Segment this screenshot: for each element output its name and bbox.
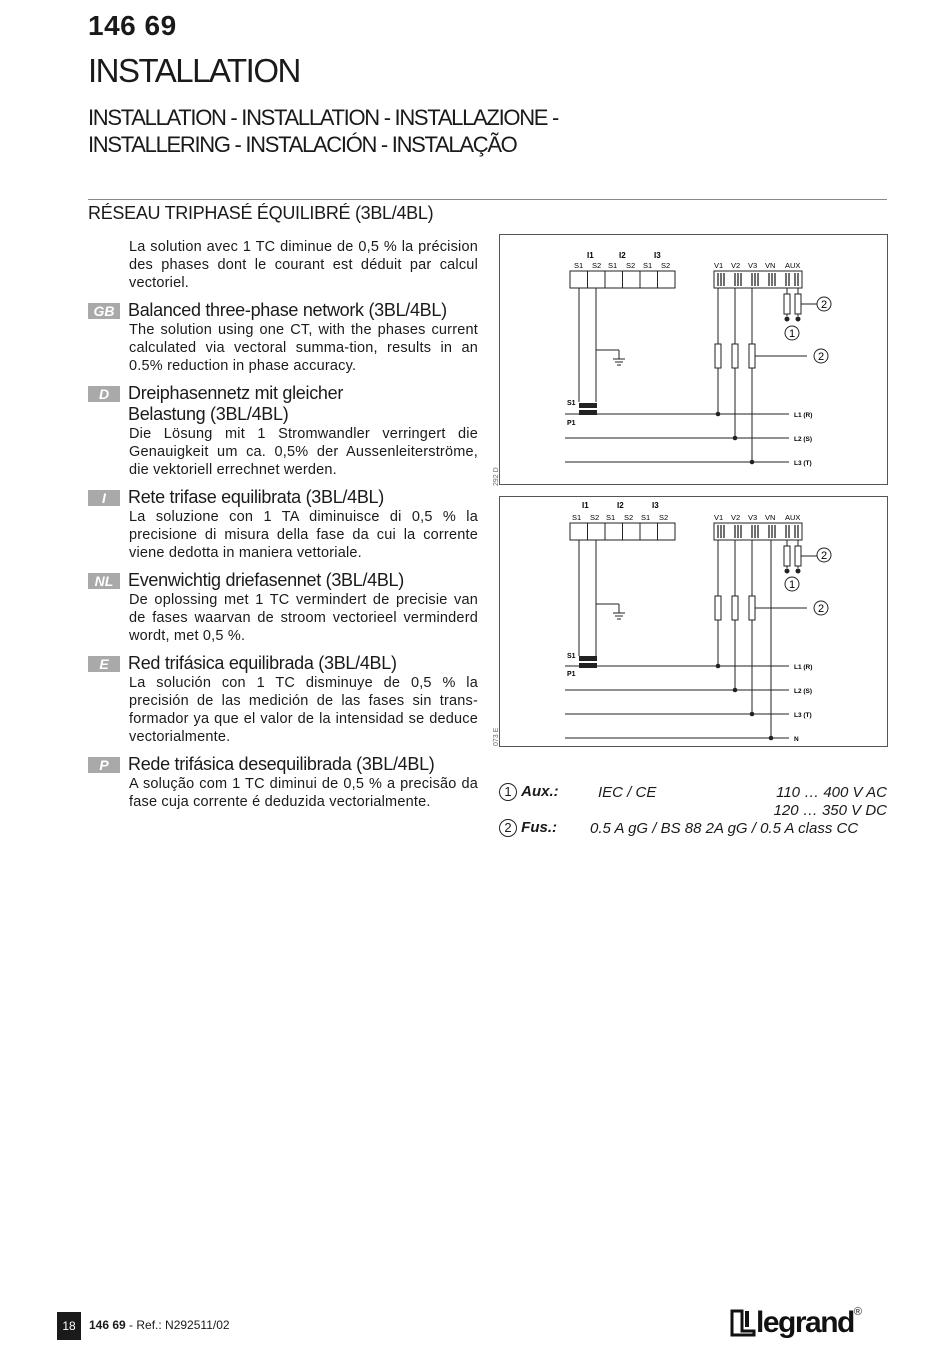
ct-label-s1: S1 (567, 400, 576, 407)
lang-badge: NL (88, 573, 120, 589)
marker-1: 1 (788, 579, 796, 591)
aux-fuse (784, 546, 790, 566)
line-label: N (794, 736, 799, 743)
fuse-value: 0.5 A gG / BS 88 2A gG / 0.5 A class CC (590, 820, 859, 837)
lang-text: A solução com 1 TC diminui de 0,5 % a precisão da fase cuja corrente é deduzida vectorialmente. (129, 776, 478, 810)
lang-text: La solución con 1 TC disminuye de 0,5 % la precisión de las medición de las fases sin trans-formador ya que el valor de la intensidad se deduce vectorialmente. (129, 675, 478, 745)
term-label: S2 (661, 261, 671, 270)
line-label: L1 (R) (794, 412, 813, 419)
lang-heading: Balanced three-phase network (3BL/4BL) (128, 300, 447, 320)
page-title: INSTALLATION (88, 52, 300, 89)
term-label: AUX (785, 261, 801, 270)
term-label: V2 (731, 513, 741, 522)
group-label-i2: I2 (617, 501, 624, 510)
lang-badge: GB (88, 303, 120, 319)
term-label: S1 (641, 513, 651, 522)
marker-2: 2 (820, 299, 828, 311)
fuse-label: Fus.: (521, 819, 558, 836)
group-label-i1: I1 (582, 501, 589, 510)
lang-text: La soluzione con 1 TA diminuisce di 0,5 % la precisione di misura della fase da cui la corrente viene dedotta in maniera vettoriale. (129, 509, 478, 561)
aux-voltage-ac: 110 … 400 V AC (776, 784, 887, 801)
lang-badge: I (88, 490, 120, 506)
term-label: AUX (785, 513, 801, 522)
fuse (749, 596, 755, 620)
term-label: S1 (572, 513, 582, 522)
intro-text: La solution avec 1 TC diminue de 0,5 % la précision des phases dont le courant est déduit par calcul vectoriel. (129, 239, 478, 291)
subtitle-line-2: INSTALLERING - INSTALACIÓN - INSTALAÇÃO (88, 132, 517, 157)
product-code: 146 69 (88, 10, 177, 41)
term-label: VN (765, 261, 776, 270)
aux-label: Aux.: (521, 783, 559, 800)
wiring-diagram-3bl (499, 234, 889, 486)
lang-text: Die Lösung mit 1 Stromwandler verringert die Genauigkeit um ca. 0,5% der Aussenleiterströme, die vektoriell errechnet werden. (129, 426, 478, 478)
lang-heading: Dreiphasennetz mit gleicher Belastung (3BL/4BL) (128, 383, 344, 424)
term-label: S1 (606, 513, 616, 522)
fuse (732, 596, 738, 620)
lang-heading: Rete trifase equilibrata (3BL/4BL) (128, 487, 384, 507)
diagram-code: 073 E (493, 727, 500, 746)
marker-2: 2 (820, 550, 828, 562)
term-label: V2 (731, 261, 741, 270)
group-label-i3: I3 (652, 501, 659, 510)
lang-block-gb (88, 300, 478, 375)
footer-code: 146 69 (89, 1318, 126, 1332)
line-label: L2 (S) (794, 436, 813, 443)
term-label: V3 (748, 261, 758, 270)
marker-2: 2 (499, 819, 517, 837)
term-label: S2 (626, 261, 636, 270)
marker-1: 1 (788, 328, 796, 340)
aux-voltage-dc: 120 … 350 V DC (773, 802, 887, 819)
text-column (88, 238, 478, 819)
line-label: L3 (T) (794, 712, 812, 719)
fuse (749, 344, 755, 368)
lang-block-i (88, 487, 478, 562)
fuse (715, 344, 721, 368)
page-number: 18 (57, 1312, 81, 1340)
current-transformer (579, 403, 597, 408)
line-label: L3 (T) (794, 460, 812, 467)
term-label: V3 (748, 513, 758, 522)
brand-logo (730, 1306, 862, 1340)
line-label: L2 (S) (794, 688, 813, 695)
legrand-mark-icon (730, 1309, 756, 1337)
wiring-diagram-4bl (499, 496, 889, 748)
lang-block-nl (88, 570, 478, 645)
lang-heading: Red trifásica equilibrada (3BL/4BL) (128, 653, 397, 673)
ct-label-s1: S1 (567, 653, 576, 660)
lang-block-p (88, 754, 478, 811)
term-label: V1 (714, 261, 724, 270)
lang-block-e (88, 653, 478, 746)
term-label: S2 (592, 261, 602, 270)
lang-badge: P (88, 757, 120, 773)
aux-standard: IEC / CE (598, 784, 657, 801)
group-label-i3: I3 (654, 251, 661, 260)
lang-badge: D (88, 386, 120, 402)
lang-heading: Rede trifásica desequilibrada (3BL/4BL) (128, 754, 435, 774)
ct-label-p1: P1 (567, 671, 576, 678)
subtitle-line-1: INSTALLATION - INSTALLATION - INSTALLAZIONE - (88, 105, 558, 130)
fuse (732, 344, 738, 368)
intro-block (88, 238, 478, 292)
section-divider (88, 199, 887, 200)
term-label: S2 (624, 513, 634, 522)
aux-fuse (795, 294, 801, 314)
term-label: S2 (590, 513, 600, 522)
lang-text: De oplossing met 1 TC vermindert de precisie van de fases waarvan de stroom vectorieel verminderd wordt, met 0,5 %. (129, 592, 478, 644)
marker-2: 2 (817, 603, 825, 615)
lang-heading: Evenwichtig driefasennet (3BL/4BL) (128, 570, 404, 590)
aux-fuse (795, 546, 801, 566)
registered-mark: ® (853, 1306, 862, 1318)
current-transformer (579, 656, 597, 661)
term-label: S2 (659, 513, 669, 522)
aux-fuse (784, 294, 790, 314)
marker-2: 2 (817, 351, 825, 363)
line-label: L1 (R) (794, 664, 813, 671)
diagram-code: 292 D (493, 467, 500, 486)
footer-ref-text: - Ref.: N292511/02 (125, 1318, 230, 1332)
group-label-i2: I2 (619, 251, 626, 260)
term-label: V1 (714, 513, 724, 522)
lang-block-d (88, 383, 478, 479)
term-label: S1 (608, 261, 618, 270)
term-label: S1 (574, 261, 584, 270)
page-subtitle (88, 104, 558, 158)
marker-1: 1 (499, 783, 517, 801)
brand-name: legrand (756, 1306, 854, 1339)
term-label: VN (765, 513, 776, 522)
group-label-i1: I1 (587, 251, 594, 260)
lang-badge: E (88, 656, 120, 672)
footer-reference (89, 1318, 230, 1332)
lang-text: The solution using one CT, with the phases current calculated via vectoral summa-tion, results in an 0.5% reduction in phase accuracy. (129, 322, 478, 374)
term-label: S1 (643, 261, 653, 270)
fuse (715, 596, 721, 620)
section-title: RÉSEAU TRIPHASÉ ÉQUILIBRÉ (3BL/4BL) (88, 203, 434, 223)
ct-label-p1: P1 (567, 420, 576, 427)
